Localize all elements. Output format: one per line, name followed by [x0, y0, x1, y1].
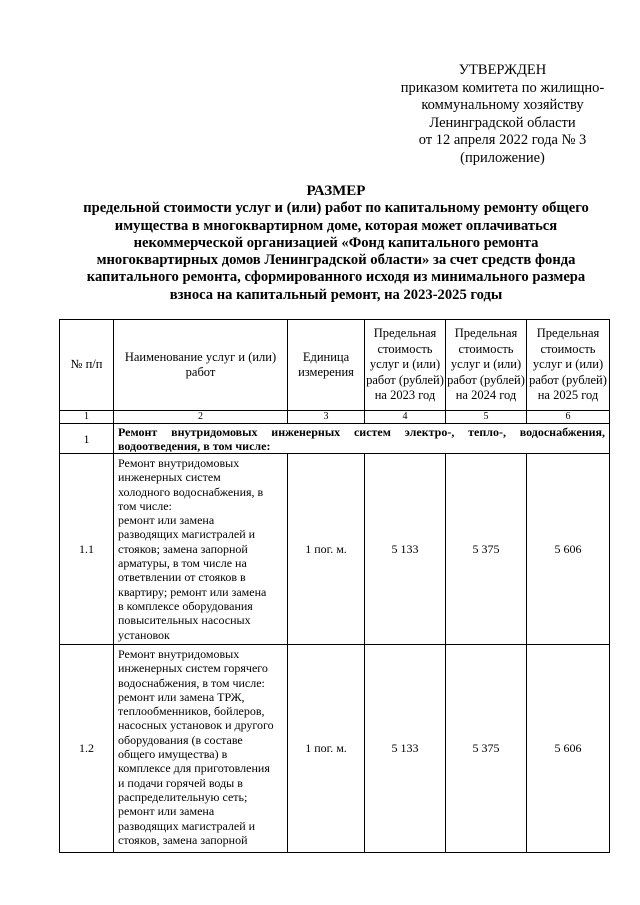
approval-line: (приложение) — [460, 149, 545, 166]
title-line: взноса на капитальный ремонт, на 2023-2025 годы — [169, 286, 503, 303]
cost-table — [59, 319, 610, 853]
title-line: капитального ремонта, сформированного исходя из минимального размера — [86, 269, 586, 286]
description-line: распределительную сеть; — [118, 789, 248, 804]
description-line: повысительных насосных — [118, 613, 251, 628]
approval-line: УТВЕРЖДЕН — [458, 62, 547, 78]
row-cost-2025: 5 606 — [527, 454, 610, 645]
description-line: в комплексе оборудования — [118, 598, 253, 613]
description-line: разводящих магистралей и — [118, 818, 256, 833]
table-row — [60, 645, 610, 853]
approval-line: коммунальному хозяйству — [421, 97, 584, 113]
column-number: 3 — [288, 411, 365, 424]
title-line: имущества в многоквартирном доме, которая может оплачиваться — [114, 217, 558, 234]
description-line: арматуры, в том числе на — [118, 556, 247, 571]
row-cost-2025: 5 606 — [527, 645, 610, 853]
row-description — [114, 645, 288, 853]
description-line: инженерных систем — [118, 470, 221, 485]
header-cost-2024: Предельная стоимость услуг и (или) работ (рублей) на 2024 год — [446, 320, 527, 411]
approval-line: от 12 апреля 2022 года № 3 — [418, 132, 587, 148]
section-row — [60, 424, 610, 454]
header-cost-2023: Предельная стоимость услуг и (или) работ (рублей) на 2023 год — [365, 320, 446, 411]
description-line: инженерных систем горячего — [118, 661, 268, 676]
description-line: стояков, замена запорной — [118, 832, 248, 847]
description-line: холодного водоснабжения, в — [118, 484, 264, 499]
description-line: оборудования (в составе — [118, 732, 243, 747]
column-number: 2 — [114, 411, 288, 424]
title-line: многоквартирных домов Ленинградской области» за счет средств фонда — [96, 252, 576, 269]
description-line: том числе: — [118, 498, 172, 513]
description-line: Ремонт внутридомовых — [118, 647, 240, 661]
row-cost-2023: 5 133 — [365, 645, 446, 853]
row-cost-2024: 5 375 — [446, 645, 527, 853]
row-description — [114, 454, 288, 645]
section-number: 1 — [60, 424, 114, 454]
description-line: и подачи горячей воды в — [118, 775, 243, 790]
column-number: 6 — [527, 411, 610, 424]
header-unit: Единица измерения — [288, 320, 365, 411]
section-title: Ремонт внутридомовых инженерных систем электро-, тепло-, водоснабжения, водоотведения, в том числе: — [114, 424, 610, 454]
description-line: разводящих магистралей и — [118, 527, 256, 542]
description-line: установок — [118, 627, 170, 642]
table-header-row — [60, 320, 610, 411]
row-cost-2023: 5 133 — [365, 454, 446, 645]
approval-line: Ленинградской области — [429, 114, 576, 131]
title-line: предельной стоимости услуг и (или) работ по капитальному ремонту общего — [83, 200, 589, 217]
description-line: Ремонт внутридомовых — [118, 456, 240, 470]
row-number: 1.1 — [60, 454, 114, 645]
column-number-row — [60, 411, 610, 424]
header-name: Наименование услуг и (или) работ — [114, 320, 288, 411]
title-heading: РАЗМЕР — [306, 183, 366, 199]
description-line: насосных установок и другого — [118, 718, 274, 733]
description-line: ремонт или замена ТРЖ, — [118, 689, 245, 704]
description-line: стояков; замена запорной — [118, 541, 248, 556]
description-line: ремонт или замена — [118, 513, 215, 528]
row-unit: 1 пог. м. — [288, 454, 365, 645]
description-line: ремонт или замена — [118, 804, 215, 819]
row-unit: 1 пог. м. — [288, 645, 365, 853]
header-num: № п/п — [60, 320, 114, 411]
column-number: 5 — [446, 411, 527, 424]
column-number: 1 — [60, 411, 114, 424]
document-title — [40, 183, 632, 304]
description-line: теплообменников, бойлеров, — [118, 704, 265, 719]
column-number: 4 — [365, 411, 446, 424]
table-row — [60, 454, 610, 645]
approval-line: приказом комитета по жилищно- — [400, 79, 605, 96]
row-number: 1.2 — [60, 645, 114, 853]
description-line: ответвлении от стояков в — [118, 570, 246, 585]
description-line: общего имущества) в — [118, 747, 228, 762]
approval-stamp — [380, 62, 625, 167]
row-cost-2024: 5 375 — [446, 454, 527, 645]
description-line: комплексе для приготовления — [118, 761, 270, 776]
title-line: некоммерческой организацией «Фонд капитального ремонта — [133, 234, 539, 251]
description-line: водоснабжения, в том числе: — [118, 675, 265, 690]
header-cost-2025: Предельная стоимость услуг и (или) работ (рублей) на 2025 год — [527, 320, 610, 411]
description-line: квартиру; ремонт или замена — [118, 584, 267, 599]
